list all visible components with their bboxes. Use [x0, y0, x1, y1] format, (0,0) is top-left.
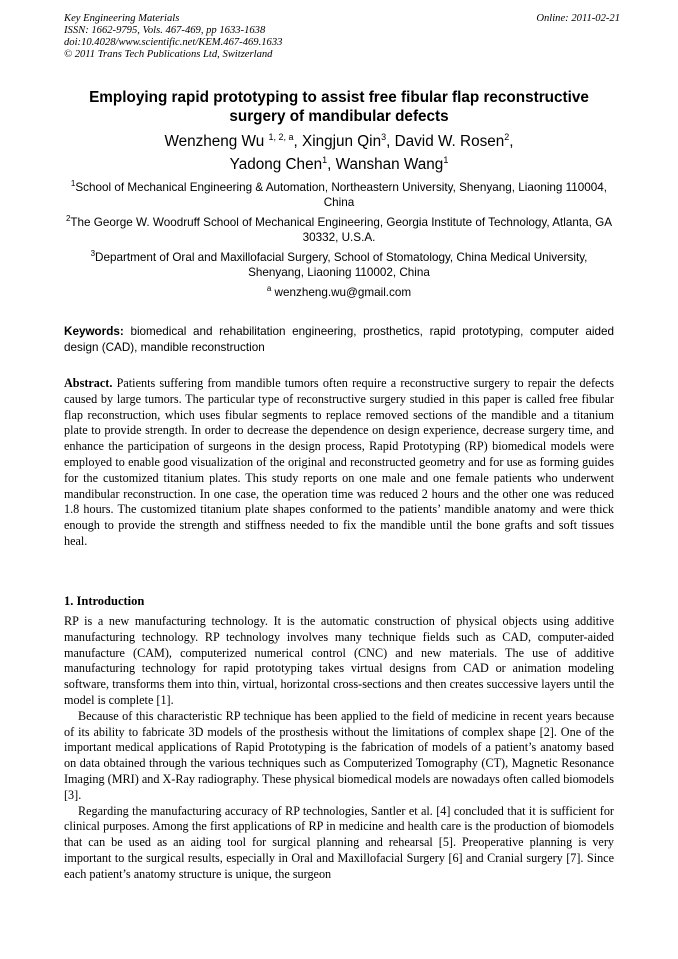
author-list [64, 130, 614, 176]
author-name: Wanshan Wang [335, 156, 444, 173]
online-date: Online: 2011-02-21 [536, 13, 620, 24]
author-name: Yadong Chen [229, 156, 323, 173]
author-name: Wenzheng Wu [164, 133, 265, 150]
body-paragraph: Regarding the manufacturing accuracy of RP technologies, Santler et al. [4] concluded that it is sufficient for clinical purposes. Among the first applications of RP in medicine and health care is the production of biomodels that can be used as an aiding tool for surgical planning and rehearsal [5]. Preoperative planning is very important to the surgical results, especially in Oral and Maxillofacial Surgery [6] and Cranial surgery [7]. Since each patient’s anatomy structure is unique, the surgeon [64, 803, 614, 881]
abstract-label: Abstract. [64, 376, 113, 390]
author-affiliation-mark: 1 [443, 155, 449, 165]
affiliation-text: Department of Oral and Maxillofacial Surgery, School of Stomatology, China Medical University, Shenyang, Liaoning 110002, China [95, 251, 588, 279]
author-affiliation-mark: 1 [322, 155, 328, 165]
keywords-label: Keywords: [64, 325, 124, 338]
abstract-text: Patients suffering from mandible tumors often require a reconstructive surgery to repair the defects caused by large tumors. The particular type of reconstructive surgery studied in this paper is called free fibular flap reconstruction, which uses fibular segments to replace removed sections of the mandible and a titanium plate to provide strength. In order to decrease the dependence on design experience, decrease surgery time, and enhance the participation of surgeons in the design process, Rapid Prototyping (RP) biomedical models were employed to enable good visualization of the original and reconstructed geometry and for use as forming guides for the customized titanium plates. This study reports on one male and one female patients who underwent mandibular reconstruction. In one case, the operation time was reduced 2 hours and the other one was reduced 1.8 hours. The customized titanium plate shapes conformed to the patients’ mandible anatomy and were thick enough to provide the strength and stiffness needed to fix the mandible until the bone grafts and soft tissues heal. [64, 376, 614, 548]
email-mark: a [266, 284, 272, 293]
author-name: David W. Rosen [394, 133, 505, 150]
affiliation-mark: 2 [65, 214, 71, 223]
abstract-section [64, 376, 614, 550]
affiliation-text: School of Mechanical Engineering & Automation, Northeastern University, Shenyang, Liaoning 110004, China [75, 181, 608, 209]
email-text: wenzheng.wu@gmail.com [274, 286, 412, 299]
affiliation-text: The George W. Woodruff School of Mechanical Engineering, Georgia Institute of Technology, Atlanta, GA 30332, U.S.A. [70, 216, 613, 244]
journal-name: Key Engineering Materials [64, 13, 180, 24]
affiliation [64, 180, 614, 210]
affiliation-list [64, 180, 614, 305]
issn-line: ISSN: 1662-9795, Vols. 467-469, pp 1633-1638 [64, 25, 266, 36]
publication-header [64, 13, 620, 61]
author-line-2: Yadong Chen$^1$, Wanshan Wang$^1$ [229, 155, 449, 173]
author-affiliation-mark: 3 [381, 132, 387, 142]
keywords-section [64, 324, 614, 355]
author-affiliation-mark: 1, 2, a [268, 132, 294, 142]
contact-email [64, 285, 614, 300]
author-affiliation-mark: 2 [504, 132, 510, 142]
affiliation-mark: 1 [70, 179, 76, 188]
affiliation [64, 215, 614, 245]
affiliation-mark: 3 [90, 249, 96, 258]
body-paragraph: RP is a new manufacturing technology. It is the automatic construction of physical objects using additive manufacturing technology. RP technology involves many technique fields such as CAD, computer-aided manufacture (CAM), computerized numerical control (CNC) and new materials. The use of additive manufacturing technology for rapid prototyping takes virtual designs from CAD or animation modeling software, transforms them into thin, virtual, horizontal cross-sections and then creates successive layers until the model is complete [1]. [64, 614, 614, 707]
affiliation [64, 250, 614, 280]
introduction-body [64, 614, 614, 883]
author-line-1: Wenzheng Wu $^{1, 2, a}$, Xingjun Qin$^3$, David W. Rosen$^2$, [164, 132, 514, 150]
author-name: Xingjun Qin [302, 133, 382, 150]
copyright-line: © 2011 Trans Tech Publications Ltd, Switzerland [64, 49, 273, 60]
keywords-text: biomedical and rehabilitation engineering, prosthetics, rapid prototyping, computer aided design (CAD), mandible reconstruction [64, 325, 615, 354]
body-paragraph: Because of this characteristic RP technique has been applied to the field of medicine in recent years because of its ability to fabricate 3D models of the prosthesis without the limitations of complex shape [2]. One of the important medical applications of Rapid Prototyping is the fabrication of models of a patient’s anatomy based on data obtained through the various techniques such as Computerized Tomography (CT), Magnetic Resonance Imaging (MRI) and X-Ray radiography. These physical biomedical models are nowadays often called biomodels [3]. [64, 708, 614, 802]
paper-title: Employing rapid prototyping to assist free fibular flap reconstructive surgery of mandibular defects [89, 89, 589, 125]
section-heading: 1. Introduction [64, 594, 145, 608]
doi-line: doi:10.4028/www.scientific.net/KEM.467-469.1633 [64, 37, 283, 48]
